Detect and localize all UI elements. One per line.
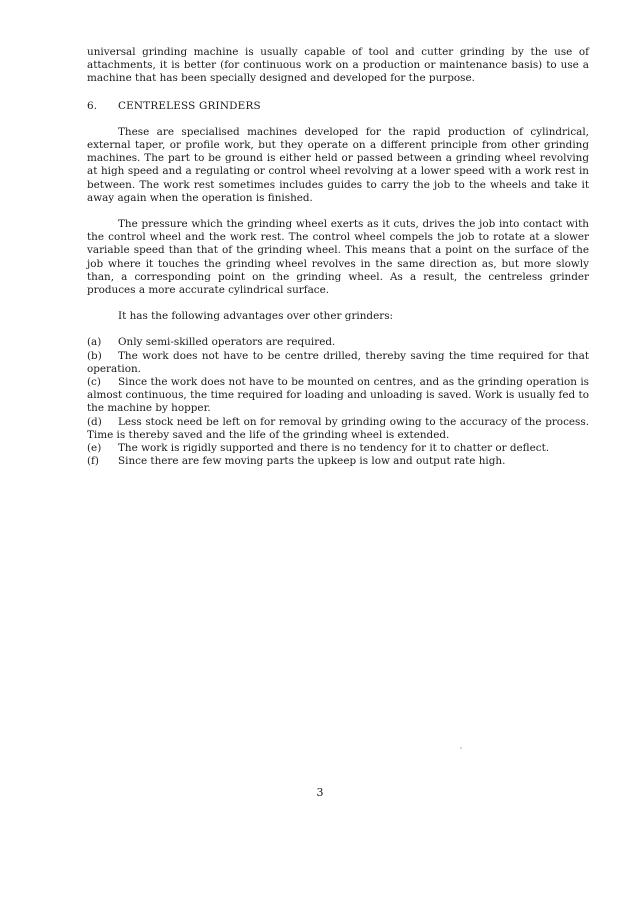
list-item: [87, 442, 589, 455]
section-heading: [87, 100, 589, 113]
page-number: 3: [316, 786, 324, 799]
advantages-list: [87, 336, 589, 468]
list-item-label: (b): [87, 349, 102, 362]
scan-speck: [460, 747, 462, 749]
list-item-text: The work does not have to be centre drilled, thereby saving the time required for that operation.: [87, 349, 589, 375]
list-item-text: Since the work does not have to be mounted on centres, and as the grinding operation is almost continuous, the time required for loading and unloading is saved. Work is usually fed to the machine by hopper.: [87, 376, 589, 415]
list-item-label: (d): [87, 415, 102, 428]
section-title: CENTRELESS GRINDERS: [118, 99, 261, 112]
list-item: [87, 376, 589, 416]
section-number: 6.: [87, 99, 98, 112]
list-item: [87, 455, 589, 468]
list-item-text: Less stock need be left on for removal by grinding owing to the accuracy of the process. Time is thereby saved and the life of the grinding wheel is extended.: [87, 415, 589, 441]
list-item-label: (e): [87, 442, 102, 455]
list-item: [87, 350, 589, 376]
list-item: [87, 416, 589, 442]
document-body: [87, 46, 589, 468]
paragraph-principle: These are specialised machines developed for the rapid production of cylindrical, external taper, or profile work, but they operate on a different principle from other grinding machines. The part to be ground is either held or passed between a grinding wheel revolving at high speed and a regulating or control wheel revolving at a lower speed with a work rest in between. The work rest sometimes includes guides to carry the job to the wheels and take it away again when the operation is finished.: [87, 125, 589, 204]
paragraph-pressure: The pressure which the grinding wheel exerts as it cuts, drives the job into contact with the control wheel and the work rest. The control wheel compels the job to rotate at a slower variable speed than that of the grinding wheel. This means that a point on the surface of the job where it touches the grinding wheel revolves in the same direction as, but more slowly than, a corresponding point on the grinding wheel. As a result, the centreless grinder produces a more accurate cylindrical surface.: [87, 218, 589, 297]
list-item-label: (c): [87, 376, 101, 389]
list-item-label: (a): [87, 336, 102, 349]
list-item-text: Since there are few moving parts the upkeep is low and output rate high.: [118, 455, 506, 468]
opening-paragraph: universal grinding machine is usually capable of tool and cutter grinding by the use of attachments, it is better (for continuous work on a production or maintenance basis) to use a machine that has been specially designed and developed for the purpose.: [87, 46, 589, 85]
advantages-intro: It has the following advantages over other grinders:: [118, 310, 394, 323]
list-item-text: Only semi-skilled operators are required.: [118, 336, 336, 349]
list-item-text: The work is rigidly supported and there is no tendency for it to chatter or deflect.: [118, 442, 550, 455]
list-item: [87, 336, 589, 349]
list-item-label: (f): [87, 455, 99, 468]
